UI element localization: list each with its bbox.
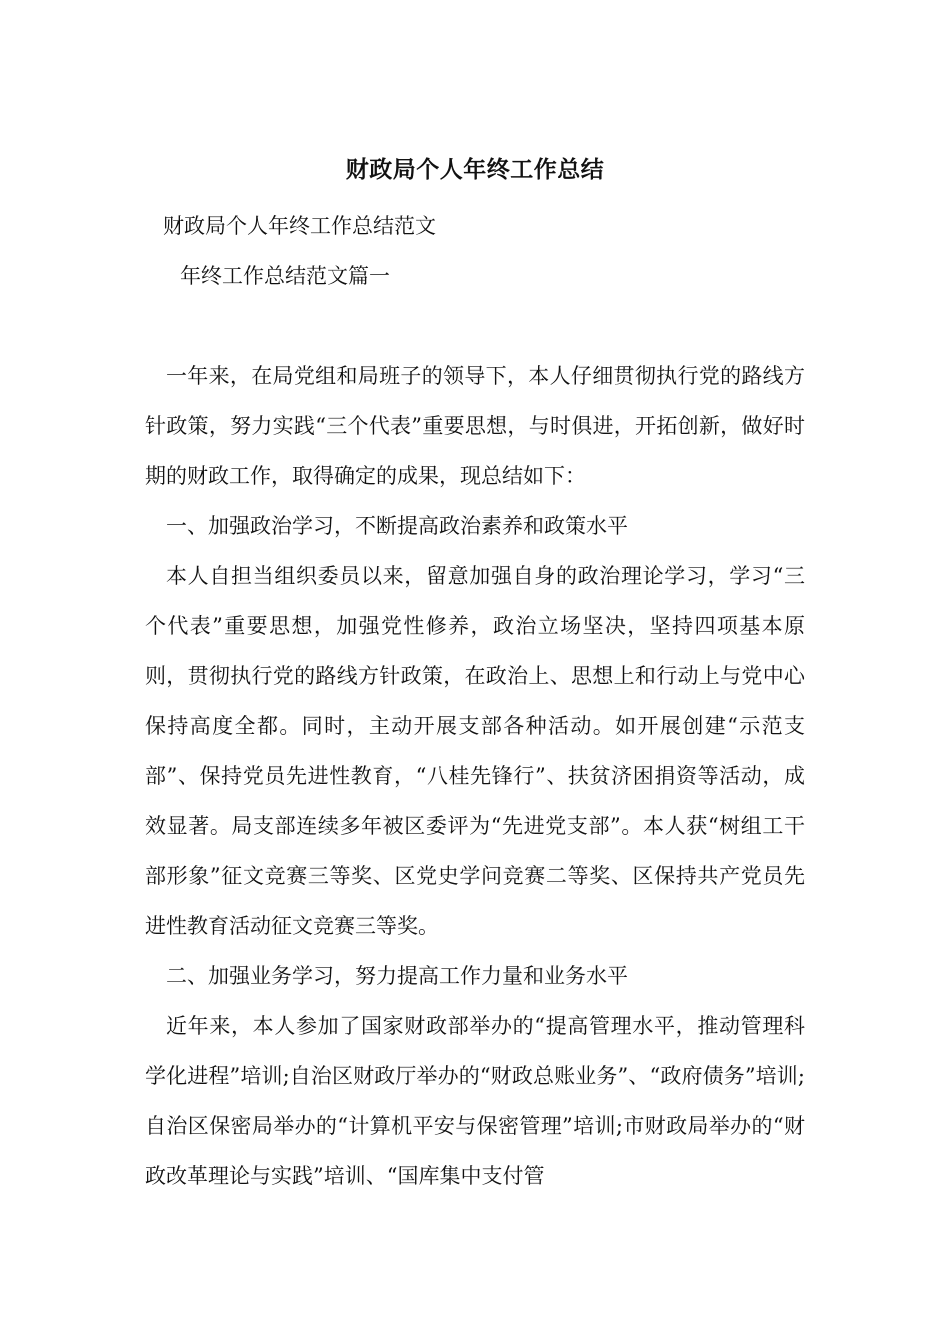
document-subtitle: 财政局个人年终工作总结范文 xyxy=(163,214,436,238)
paragraph-business-study: 近年来，本人参加了国家财政部举办的“提高管理水平，推动管理科学化进程”培训;自治区财政厅举办的“财政总账业务”、“政府债务”培训;自治区保密局举办的“计算机平安与保密管理”培训;市财政局举办的“财政改革理论与实践”培训、“国库集中支付管 xyxy=(145,1014,805,1188)
section-heading-1: 一、加强政治学习，不断提高政治素养和政策水平 xyxy=(166,514,628,538)
document-title: 财政局个人年终工作总结 xyxy=(345,156,605,183)
section-label: 年终工作总结范文篇一 xyxy=(180,264,390,288)
document-body xyxy=(145,351,805,1201)
paragraph-political-study: 本人自担当组织委员以来，留意加强自身的政治理论学习，学习“三个代表”重要思想，加强党性修养，政治立场坚决，坚持四项基本原则，贯彻执行党的路线方针政策，在政治上、思想上和行动上与党中心保持高度全都。同时，主动开展支部各种活动。如开展创建“示范支部”、保持党员先进性教育，“八桂先锋行”、扶贫济困捐资等活动，成效显著。局支部连续多年被区委评为“先进党支部”。本人获“树组工干部形象”征文竞赛三等奖、区党史学问竞赛二等奖、区保持共产党员先进性教育活动征文竞赛三等奖。 xyxy=(145,564,805,938)
section-heading-2: 二、加强业务学习，努力提高工作力量和业务水平 xyxy=(166,964,628,988)
paragraph-intro: 一年来，在局党组和局班子的领导下，本人仔细贯彻执行党的路线方针政策，努力实践“三个代表”重要思想，与时俱进，开拓创新，做好时期的财政工作，取得确定的成果，现总结如下： xyxy=(145,364,805,488)
